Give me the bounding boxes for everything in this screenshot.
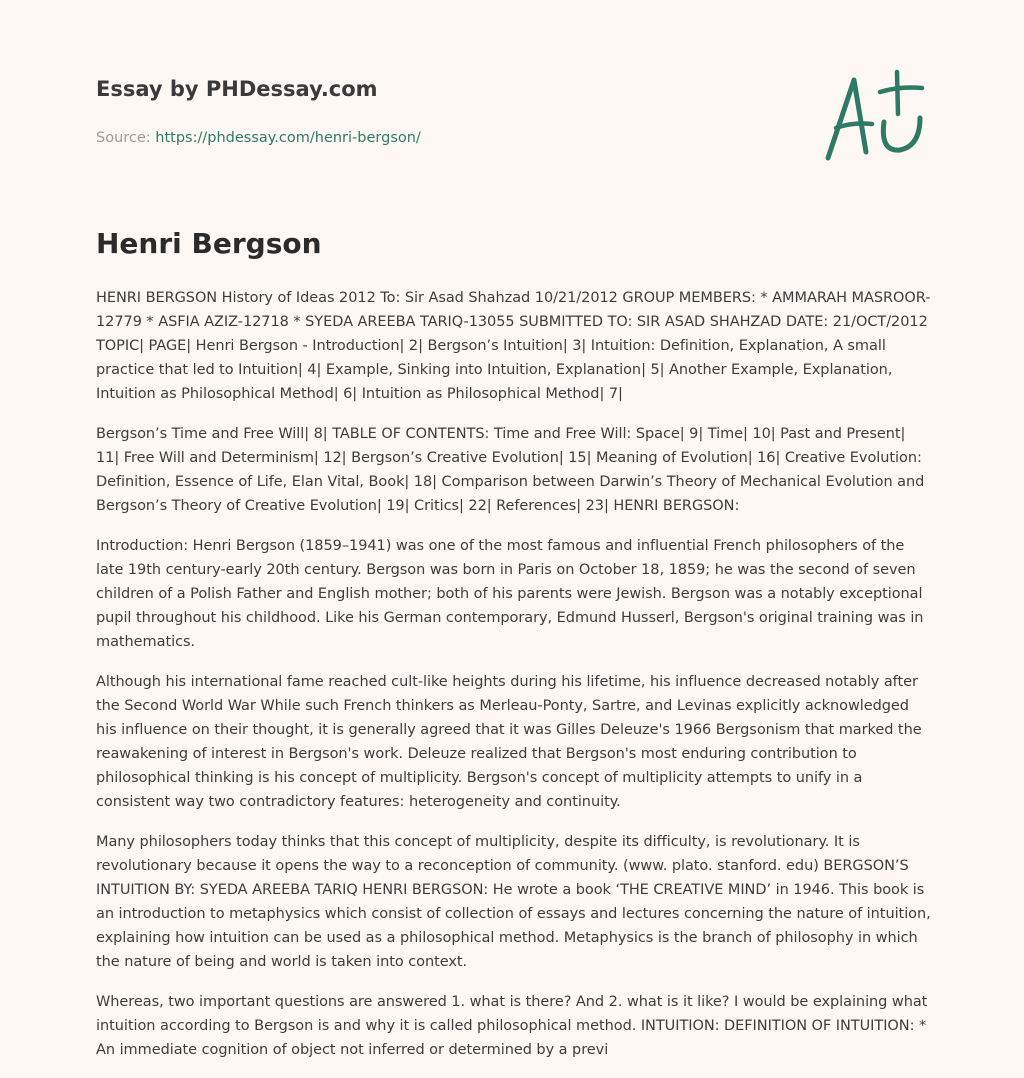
article-title: Henri Bergson [96,227,322,260]
article-paragraph: Many philosophers today thinks that this concept of multiplicity, despite its difficulty, is revolutionary. It is revolutionary because it opens the way to a reconception of community. (www. plato. stanford. edu) BERGSON’S INTUITION BY: SYEDA AREEBA TARIQ HENRI BERGSON: He wrote a book ‘THE CREATIVE MIND’ in 1946. This book is an introduction to metaphysics which consist of collection of essays and lectures concerning the nature of intuition, explaining how intuition can be used as a philosophical method. Metaphysics is the branch of philosophy in which the nature of being and world is taken into context. [96,834,931,970]
source-line [96,128,796,148]
source-link[interactable]: https://phdessay.com/henri-bergson/ [155,130,421,146]
article-paragraph: Whereas, two important questions are answered 1. what is there? And 2. what is it like? I would be explaining what intuition according to Bergson is and why it is called philosophical method. INTUITION: DEFINITION OF INTUITION: * An immediate cognition of object not inferred or determined by a previ [96,994,928,1058]
article-body [96,286,932,1078]
article-paragraph: Introduction: Henri Bergson (1859–1941) was one of the most famous and influential French philosophers of the late 19th century-early 20th century. Bergson was born in Paris on October 18, 1859; he was the second of seven children of a Polish Father and English mother; both of his parents were Jewish. Bergson was a notably exceptional pupil throughout his childhood. Like his German contemporary, Edmund Husserl, Bergson's original training was in mathematics. [96,538,924,650]
article-paragraph: Although his international fame reached cult-like heights during his lifetime, his influence decreased notably after the Second World War While such French thinkers as Merleau-Ponty, Sartre, and Levinas explicitly acknowledged his influence on their thought, it is generally agreed that it was Gilles Deleuze's 1966 Bergsonism that marked the reawakening of interest in Bergson's work. Deleuze realized that Bergson's most enduring contribution to philosophical thinking is his concept of multiplicity. Bergson's concept of multiplicity attempts to unify in a consistent way two contradictory features: heterogeneity and continuity. [96,674,922,810]
a-plus-grade-logo-icon [822,66,932,166]
article-paragraph: Bergson’s Time and Free Will| 8| TABLE OF CONTENTS: Time and Free Will: Space| 9| Time| 10| Past and Present| 11| Free Will and Determinism| 12| Bergson’s Creative Evolution| 15| Meaning of Evolution| 16| Creative Evolution: Definition, Essence of Life, Elan Vital, Book| 18| Comparison between Darwin’s Theory of Mechanical Evolution and Bergson’s Theory of Creative Evolution| 19| Critics| 22| References| 23| HENRI BERGSON: [96,426,925,514]
article-paragraph: HENRI BERGSON History of Ideas 2012 To: Sir Asad Shahzad 10/21/2012 GROUP MEMBERS: * AMMARAH MASROOR-12779 * ASFIA AZIZ-12718 * SYEDA AREEBA TARIQ-13055 SUBMITTED TO: SIR ASAD SHAHZAD DATE: 21/OCT/2012 TOPIC| PAGE| Henri Bergson - Introduction| 2| Bergson’s Intuition| 3| Intuition: Definition, Explanation, A small practice that led to Intuition| 4| Example, Sinking into Intuition, Explanation| 5| Another Example, Explanation, Intuition as Philosophical Method| 6| Intuition as Philosophical Method| 7| [96,290,931,402]
page-header [96,74,796,148]
site-brand: Essay by PHDessay.com [96,77,378,101]
source-label: Source: [96,130,156,146]
